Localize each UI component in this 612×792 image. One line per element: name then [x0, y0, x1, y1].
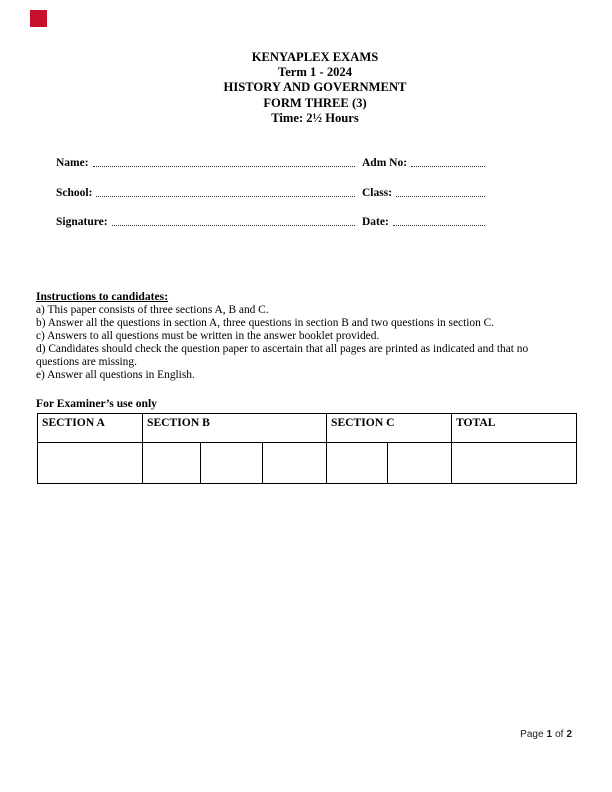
- instruction-item-b: b) Answer all the questions in section A, three questions in section B and two questions in section C.: [36, 316, 495, 329]
- instruction-item-d: d) Candidates should check the question paper to ascertain that all pages are printed as indicated and that no: [36, 342, 529, 355]
- score-cell-section-c-1: [327, 443, 388, 484]
- exam-time-line: Time: 2½ Hours: [271, 110, 359, 125]
- class-label: Class:: [362, 187, 393, 199]
- instruction-item-d-continued: questions are missing.: [36, 355, 137, 368]
- field-row-name: [56, 157, 488, 169]
- date-label: Date:: [362, 216, 389, 228]
- section-b-header-cell: SECTION B: [143, 414, 327, 443]
- footer-total-pages: 2: [566, 729, 572, 740]
- examiner-table-score-row: [38, 443, 577, 484]
- page-footer: [520, 729, 572, 741]
- school-label: School:: [56, 187, 93, 199]
- signature-label: Signature:: [56, 216, 108, 228]
- score-cell-section-c-2: [388, 443, 452, 484]
- school-dotted-line: [96, 196, 355, 197]
- exam-board-title: KENYAPLEX EXAMS: [251, 50, 379, 64]
- adm-no-dotted-line: [411, 166, 485, 167]
- class-dotted-line: [396, 196, 485, 197]
- exam-subject-line: HISTORY AND GOVERNMENT: [223, 80, 407, 95]
- footer-of-label: of: [555, 729, 564, 740]
- examiner-score-table: [37, 413, 577, 484]
- instruction-item-e: e) Answer all questions in English.: [36, 368, 195, 381]
- instruction-item-c: c) Answers to all questions must be written in the answer booklet provided.: [36, 329, 380, 342]
- name-dotted-line: [93, 166, 355, 167]
- instructions-heading: Instructions to candidates:: [36, 290, 169, 303]
- name-label: Name:: [56, 157, 89, 169]
- date-dotted-line: [393, 225, 485, 226]
- section-c-header-cell: SECTION C: [327, 414, 452, 443]
- section-a-header-cell: SECTION A: [38, 414, 143, 443]
- field-row-signature: [56, 216, 488, 228]
- score-cell-section-b-3: [263, 443, 327, 484]
- instructions-section: [36, 289, 596, 381]
- exam-term-line: Term 1 - 2024: [277, 65, 353, 80]
- exam-form-line: FORM THREE (3): [263, 95, 367, 110]
- adm-no-label: Adm No:: [362, 157, 408, 169]
- signature-dotted-line: [112, 225, 355, 226]
- instruction-item-a: a) This paper consists of three sections A, B and C.: [36, 304, 269, 316]
- score-cell-total: [452, 443, 577, 484]
- score-cell-section-a: [38, 443, 143, 484]
- footer-page-label: Page: [520, 729, 544, 740]
- score-cell-section-b-2: [201, 443, 263, 484]
- total-header-cell: TOTAL: [452, 414, 577, 443]
- examiner-table-header-row: [38, 414, 577, 443]
- score-cell-section-b-1: [143, 443, 201, 484]
- red-square-marker: [30, 10, 47, 27]
- exam-title-block: [56, 50, 574, 126]
- field-row-school: [56, 187, 488, 199]
- examiner-use-heading: For Examiner’s use only: [36, 397, 157, 410]
- footer-page-number: 1: [546, 729, 553, 740]
